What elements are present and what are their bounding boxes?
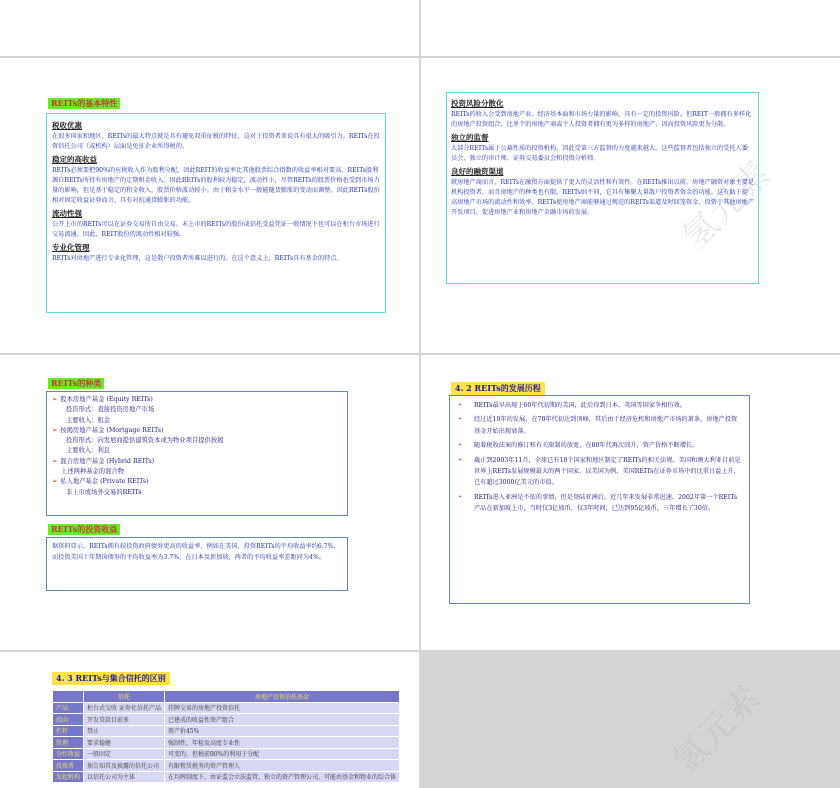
- trust-cell: 要求稳健: [84, 737, 165, 749]
- bullet-icon: ➢: [458, 493, 463, 500]
- risk-box: [446, 92, 759, 284]
- history-bullet: 经过近10年的发展，在70年代初达到顶峰，其后由于经济危机和房地产市场的萧条，房地产投资基金开始出现衰落。: [474, 416, 738, 435]
- reit-cell: 挂牌交易的房地产投资信托: [164, 702, 399, 714]
- section-heading: 专业化管理: [52, 243, 90, 252]
- section-text: REITs必须要把90%的应税收入作为股利分配，因此REIT的收益率比其他股票综合指数的收益率相对要高。REITs股利源自REITs所持有房地产的定期租金收入，因此REITs的股利较为稳定，波动性小，尽管REITs的股票价格也受到市场力量的影响，但是基于稳定的租金收入，股票价格波动较小。由于租金水平一般能随货膨胀的变动而调整，因此REITs股价相对固定收益证券而言，具有对抗通货膨胀的功能。: [52, 167, 380, 204]
- type-detail: 主要收入：利息: [66, 447, 111, 455]
- table-row: [53, 714, 400, 726]
- empty-slide-placeholder: [421, 652, 840, 788]
- slide-title: REITs的基本特性: [48, 98, 120, 109]
- history-bullet: 随着税收法案的修订和有关限制的放宽，在80年代再次回升，资产价格不断增长。: [474, 442, 699, 450]
- return-text: 据资料显示，REITs拥有较投资政府债券更高的收益率，例如在美国，投资REITs的平均收益率约6.7%，而投资美国十年期国债券的平均收益率为3.7%，在日本及新加坡，两者的平均收益率差距同为4%。: [52, 543, 340, 561]
- trust-cell: 柜台式交收 证券化信托产品: [84, 702, 165, 714]
- bullet-icon: ➢: [458, 442, 463, 449]
- section-text: REITs对房地产进行专业化管理，这是散户投资者所难以进行的。在这个意义上，REITs具有基金的特点。: [52, 255, 343, 262]
- bullet-icon: ➢: [458, 416, 463, 423]
- return-title: REITs的投资收益: [48, 524, 120, 535]
- watermark-logo: 氢元素: [675, 152, 780, 258]
- reit-cell: 资产价45%: [164, 725, 399, 737]
- reit-cell: 已建成的收益性资产组合: [164, 714, 399, 726]
- type-item: 按揭房地产基金 (Mortgage REITs): [60, 426, 164, 434]
- table-row: [53, 702, 400, 714]
- reit-cell: 可变的，但税前90%的利用于分配: [164, 748, 399, 760]
- type-detail: 上述两种基金的混合物: [61, 468, 124, 476]
- slide-top-right-fragment: [421, 0, 840, 56]
- type-detail: 主要收入：租金: [66, 416, 111, 424]
- row-key: 分红收益: [53, 748, 84, 760]
- history-bullet: REITs进入亚洲是不依的事情，但是登陆亚洲后，近几年来发展非常迅速。2002年第一个REITs产品在新加坡上市，当时仅3亿坡币，仅3年时间，已达到95亿坡币，三年增长了30倍。: [474, 493, 738, 513]
- return-box: [46, 537, 348, 591]
- section-text: REITs的收入会受到房地产业、经济基本面和市场力量的影响，具有一定的投资风险。但REIT一般拥有多样化的房地产投资组合，比单个的房地产商或个人投资者拥有更为多样的房地产，因而投资风险更为分散。: [451, 111, 752, 128]
- trust-cell: 须告知其及披露的信托公司: [84, 760, 165, 772]
- slide-reit-types: [0, 355, 419, 650]
- table-row: [53, 760, 400, 772]
- history-bullet: 截止到2003年11月，全球已有18个国家和地区制定了REITs的相关法规。美国和澳大利亚目前是世界上REITs发展规模最大的两个国家，以美国为例，美国REITs在证券市场中的比重日益上升，已有超过3000亿美元的市值。: [474, 456, 741, 487]
- row-key: 管理: [53, 737, 84, 749]
- section-text: 在很多国家和地区，REITs的最大特点就是具有避免双重征税的特征，这对于投资者来说具有很大的吸引力。REITs在投资信托公司（或机构）层面是免征企业所得税的。: [52, 133, 380, 150]
- type-detail: 投资形式：向发展商提供建筑资本或为物业项目提供按揭: [66, 437, 224, 445]
- slide-top-left-fragment: [0, 0, 419, 56]
- slide-title: 4. 2 REITs的发展历程: [451, 382, 545, 395]
- type-item: 混合房地产基金 (Hybrid REITs): [60, 457, 155, 465]
- arrow-bullet-icon: ➢: [52, 426, 58, 434]
- features-box: [46, 113, 386, 313]
- table-row: [53, 725, 400, 737]
- slide-title: REITs的种类: [48, 378, 104, 389]
- section-heading: 税收优惠: [52, 121, 82, 130]
- trust-cell: 一般固定: [84, 748, 165, 760]
- header-cell: 房地产投资信托基金: [164, 691, 399, 703]
- table-row: [53, 771, 400, 783]
- section-heading: 良好的融资渠道: [451, 167, 504, 176]
- arrow-bullet-icon: ➢: [52, 457, 58, 465]
- reit-cell: 在均牌制度下，由证监会立法监管，独立的资产管理公司，可能由基金和物业的综合体: [164, 771, 399, 783]
- types-box: [46, 391, 348, 516]
- bullet-icon: ➢: [458, 456, 463, 463]
- type-detail: 投资形式：直接投资房地产市场: [66, 406, 155, 414]
- type-item: 股本房地产基金 (Equity REITs): [60, 396, 153, 403]
- slide-comparison: [0, 652, 419, 788]
- trust-cell: 以信托公司为主体: [84, 771, 165, 783]
- history-box: [449, 395, 750, 604]
- reit-cell: 强制性，年检及高度专业性: [164, 737, 399, 749]
- section-text: 就房地产商而言，REITs在融资方面提供了更大的灵活性和有效性。在REITs推出以前，房地产融资对象主要是机构投资者，而且房地产的种类也有限。REITs则不同，它具有集聚大量散户投资者资金的功能。这有助于提高房地产市场的流动性和效率。REITs使房地产商能够通过规范的REITs渠道及时回笼资金，投资于其他房地产开发项目，促进房地产业和房地产金融市场的发展。: [451, 179, 755, 216]
- watermark-logo: 氢元素: [665, 676, 770, 782]
- row-key: 产品: [53, 702, 84, 714]
- slide-basic-features: [0, 58, 419, 353]
- section-text: 公开上市的REITs可以在证券交易所自由交易。未上市的REITs的股份或信托受益凭证一般情况下也可以在柜台市场进行交易流通，因此，REIT股份的流动性相对较强。: [52, 221, 380, 238]
- trust-cell: 禁止: [84, 725, 165, 737]
- header-cell: 信托: [84, 691, 165, 703]
- slide-title: 4. 3 REITs与集合信托的区别: [52, 672, 170, 685]
- slide-development-history: [421, 355, 840, 650]
- row-key: 发起机构: [53, 771, 84, 783]
- history-bullet: REITs最早出现于60年代初期的美国，此后得到日本、英国等国家争相仿效。: [474, 402, 686, 409]
- section-heading: 投资风险分散化: [451, 99, 504, 108]
- section-text: 大部分REITs属于公募性质的投资机构，因此受第三方监督的力度越来越大。这些监督者包括独立的受托人委员会、独立的审计师、证券交易委员会和投资分析师。: [451, 145, 748, 162]
- type-detail: 非上市或场外交易的REITs: [66, 488, 142, 496]
- trust-cell: 开发贷款目前多: [84, 714, 165, 726]
- table-row: [53, 737, 400, 749]
- table-header: [53, 691, 400, 703]
- row-key: 投向: [53, 714, 84, 726]
- section-heading: 流动性强: [52, 209, 82, 218]
- header-cell: [53, 691, 84, 703]
- row-key: 杠杆: [53, 725, 84, 737]
- table-row: [53, 748, 400, 760]
- slide-risk-diversification: [421, 58, 840, 353]
- arrow-bullet-icon: ➢: [52, 396, 58, 403]
- section-heading: 独立的监督: [451, 133, 489, 142]
- bullet-icon: ➢: [458, 402, 463, 408]
- reit-cell: 有限租赁税务的资产管理人: [164, 760, 399, 772]
- row-key: 投资者: [53, 760, 84, 772]
- comparison-table: [52, 690, 400, 783]
- type-item: 私人地产基金 (Private REITs): [60, 478, 149, 486]
- section-heading: 稳定的高收益: [52, 155, 97, 164]
- arrow-bullet-icon: ➢: [52, 478, 58, 486]
